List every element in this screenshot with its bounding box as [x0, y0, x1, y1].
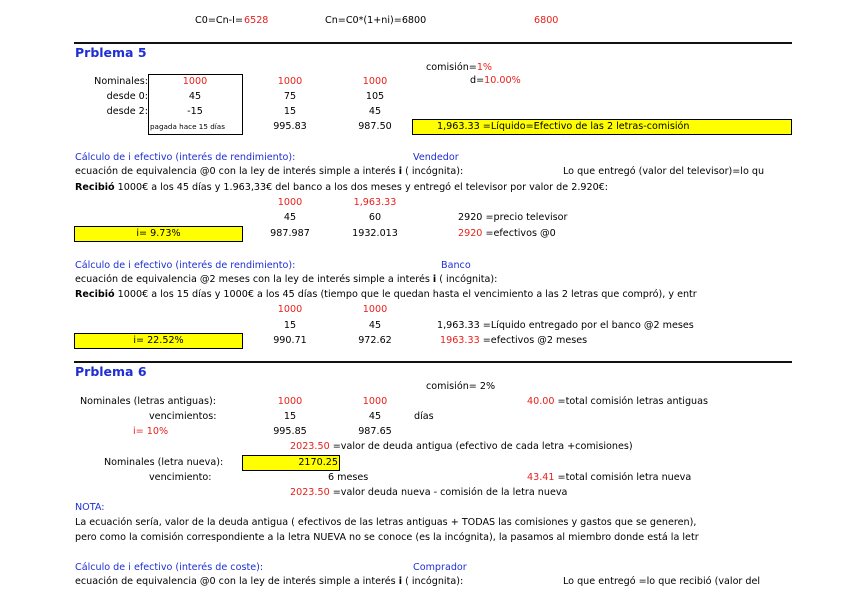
s3-equation: ecuación de equivalencia @0 con la ley de interés simple a interés i ( incógnita): [75, 576, 464, 587]
s3-right-text: Lo que entregó =lo que recibió (valor del [563, 576, 761, 587]
p6-comision-nueva: 43.41 =total comisión letra nueva [527, 472, 692, 483]
s2-recibio: Recibió 1000€ a los 15 días y 1000€ a los 45 días (tiempo que le quedan hasta el vencimiento a las 2 letras que compró), y entr [75, 289, 697, 300]
c0-label: C0=Cn-I= [195, 15, 243, 26]
pagada-note: pagada hace 15 días [150, 122, 225, 131]
desde2-2: 15 [283, 106, 297, 117]
desde2-label: desde 2: [106, 106, 148, 117]
p6-deuda-nueva: 2023.50 =valor deuda nueva - comisión de la letra nueva [290, 487, 568, 498]
s1-right-text: Lo que entregó (valor del televisor)=lo qu [563, 166, 765, 177]
s2-efect-2: 972.62 [358, 335, 392, 346]
s1-time-2: 60 [368, 212, 382, 223]
s1-efectivos: 2920 =efectivos @0 [458, 228, 556, 239]
problema-6-title: Prblema 6 [75, 364, 147, 379]
liquido-text: 1,963.33 =Líquido=Efectivo de las 2 letras-comisión [437, 121, 690, 132]
cn-value: 6800 [534, 15, 559, 26]
p6-comision: comisión= 2% [426, 381, 496, 392]
s1-title: Cálculo de i efectivo (interés de rendimiento): [75, 152, 296, 163]
desde2-1: -15 [187, 106, 203, 117]
efectivo-1: 995.83 [273, 121, 307, 132]
desde0-label: desde 0: [106, 91, 148, 102]
desde0-3: 105 [365, 91, 385, 102]
s2-party: Banco [441, 260, 471, 271]
s1-red-2: 1,963.33 [353, 197, 397, 208]
comision-label: comisión=1% [426, 62, 493, 73]
desde0-1: 45 [188, 91, 202, 102]
desde0-2: 75 [283, 91, 297, 102]
s1-i-value: i= 9.73% [136, 228, 181, 239]
problema-5-title: Prblema 5 [75, 45, 147, 60]
desde2-3: 45 [368, 106, 382, 117]
p6-nueva-label: Nominales (letra nueva): [104, 457, 224, 468]
d-label: d=10.00% [470, 75, 521, 86]
c0-value: 6528 [244, 15, 269, 26]
s2-equation: ecuación de equivalencia @2 meses con la ley de interés simple a interés i ( incógnita): [75, 274, 498, 285]
p6-nominal-1: 1000 [277, 396, 303, 407]
s2-liquido-text: 1,963.33 =Líquido entregado por el banco @2 meses [437, 320, 694, 331]
s3-title: Cálculo de i efectivo (interés de coste): [75, 562, 264, 573]
s1-time-1: 45 [283, 212, 297, 223]
p6-nota-line-2: pero como la comisión correspondiente a la letra NUEVA no se conoce (es la incógnita), la pasamos al miembro donde está la letr [75, 532, 699, 543]
s1-tv-text: 2920 =precio televisor [458, 212, 568, 223]
p6-nota-label: NOTA: [75, 502, 105, 513]
s1-equation: ecuación de equivalencia @0 con la ley de interés simple a interés i ( incógnita): [75, 166, 464, 177]
separator-line [74, 361, 792, 363]
p6-i-value: i= 10% [133, 426, 169, 437]
p6-venc-label: vencimientos: [149, 411, 217, 422]
nominales-label: Nominales: [94, 76, 148, 87]
s2-red-2: 1000 [362, 304, 388, 315]
p6-nota-line-1: La ecuación sería, valor de la deuda antigua ( efectivos de las letras antiguas + TODAS las comisiones y gastos que se generen), [75, 517, 697, 528]
s2-time-1: 15 [283, 320, 297, 331]
p6-venc2-label: vencimiento: [149, 472, 212, 483]
s3-party: Comprador [413, 562, 467, 573]
nominal-2: 1000 [277, 76, 303, 87]
separator-line [74, 42, 792, 44]
p6-efect-1: 995.85 [273, 426, 307, 437]
s2-time-2: 45 [368, 320, 382, 331]
p6-venc2-value: 6 meses [328, 472, 369, 483]
nominal-1: 1000 [182, 76, 208, 87]
s2-efect-1: 990.71 [273, 335, 307, 346]
s1-red-1: 1000 [277, 197, 303, 208]
s2-i-value: i= 22.52% [133, 335, 184, 346]
p6-deuda-antigua: 2023.50 =valor de deuda antigua (efectivo de cada letra +comisiones) [290, 441, 633, 452]
p6-dias: días [414, 411, 434, 422]
efectivo-2: 987.50 [358, 121, 392, 132]
p6-nueva-value: 2170.25 [298, 457, 338, 468]
nominal-3: 1000 [362, 76, 388, 87]
s2-title: Cálculo de i efectivo (interés de rendimiento): [75, 260, 296, 271]
s1-party: Vendedor [413, 152, 459, 163]
s1-efect-2: 1932.013 [352, 228, 398, 239]
s2-red-1: 1000 [277, 304, 303, 315]
s1-efect-1: 987.987 [270, 228, 310, 239]
p6-venc-1: 15 [283, 411, 297, 422]
s2-efectivos: 1963.33 =efectivos @2 meses [440, 335, 588, 346]
p6-total-comision: 40.00 =total comisión letras antiguas [527, 396, 709, 407]
p6-nominales-label: Nominales (letras antiguas): [80, 396, 216, 407]
p6-efect-2: 987.65 [358, 426, 392, 437]
p6-venc-2: 45 [368, 411, 382, 422]
cn-formula: Cn=C0*(1+ni)=6800 [325, 15, 427, 26]
p6-nominal-2: 1000 [362, 396, 388, 407]
s1-recibio: Recibió 1000€ a los 45 días y 1.963,33€ del banco a los dos meses y entregó el televisor por valor de 2.920€: [75, 182, 609, 193]
